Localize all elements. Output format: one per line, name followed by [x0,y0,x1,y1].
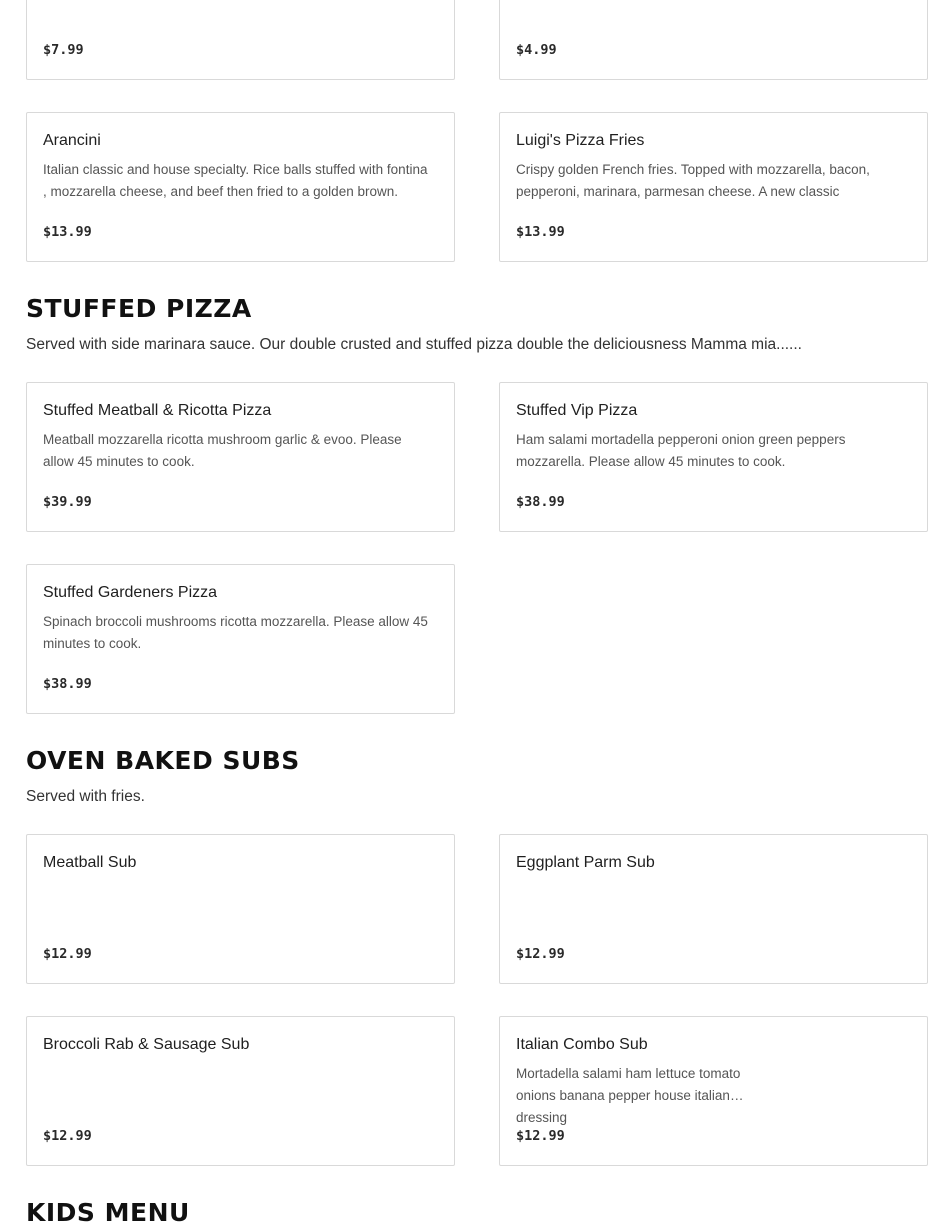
menu-item-price: $39.99 [43,494,92,510]
menu-item-name: Arancini [43,132,101,149]
menu-item-price: $12.99 [43,946,92,962]
menu-item-name: Stuffed Meatball & Ricotta Pizza [43,402,272,419]
menu-item-description: Meatball mozzarella ricotta mushroom garlic & evoo. Please allow 45 minutes to cook. [43,432,402,469]
menu-item-name: Broccoli Rab & Sausage Sub [43,1036,250,1053]
menu-item-name: Meatball Sub [43,854,137,871]
menu-item-name: Stuffed Gardeners Pizza [43,584,218,601]
menu-item-name: Eggplant Parm Sub [516,854,655,871]
menu-item-card[interactable] [499,0,928,80]
menu-item-broccoli-rab-sausage-sub[interactable] [26,1016,455,1166]
menu-item-italian-combo-sub[interactable] [499,1016,928,1166]
menu-item-name: Stuffed Vip Pizza [516,402,638,419]
menu-item-price: $13.99 [43,224,92,240]
menu-item-price: $7.99 [43,42,84,58]
menu-item-description: Italian classic and house specialty. Rice balls stuffed with fontina , mozzarella cheese, and beef then fried to a golden brown. [43,162,428,199]
menu-item-stuffed-meatball-ricotta-pizza[interactable] [26,382,455,532]
menu-item-stuffed-gardeners-pizza[interactable] [26,564,455,714]
section-title-oven-baked-subs: OVEN BAKED SUBS [26,746,300,775]
menu-item-description: Mortadella salami ham lettuce tomato onions banana pepper house italian dressing [516,1066,741,1125]
section-description: Served with fries. [26,788,145,805]
menu-item-card[interactable] [26,0,455,80]
menu-item-price: $38.99 [516,494,565,510]
menu-item-luigis-pizza-fries[interactable] [499,112,928,262]
menu-item-price: $38.99 [43,676,92,692]
menu-item-stuffed-vip-pizza[interactable] [499,382,928,532]
menu-item-arancini[interactable] [26,112,455,262]
menu-item-price: $13.99 [516,224,565,240]
section-title-kids-menu: KIDS MENU [26,1198,190,1227]
menu-item-eggplant-parm-sub[interactable] [499,834,928,984]
section-description: Served with side marinara sauce. Our double crusted and stuffed pizza double the deliciousness Mamma mia...... [26,336,802,353]
menu-item-price: $12.99 [516,1128,565,1144]
menu-item-description: Spinach broccoli mushrooms ricotta mozzarella. Please allow 45 minutes to cook. [43,614,428,651]
menu-item-meatball-sub[interactable] [26,834,455,984]
section-title-stuffed-pizza: STUFFED PIZZA [26,294,252,323]
menu-item-description: Ham salami mortadella pepperoni onion green peppers mozzarella. Please allow 45 minutes to cook. [516,432,846,469]
menu-item-name: Italian Combo Sub [516,1036,648,1053]
menu-item-price: $4.99 [516,42,557,58]
menu-item-description: Crispy golden French fries. Topped with mozzarella, bacon, pepperoni, marinara, parmesan cheese. A new classic [516,162,870,199]
menu-item-name: Luigi's Pizza Fries [516,132,645,149]
menu-item-price: $12.99 [516,946,565,962]
menu-item-price: $12.99 [43,1128,92,1144]
